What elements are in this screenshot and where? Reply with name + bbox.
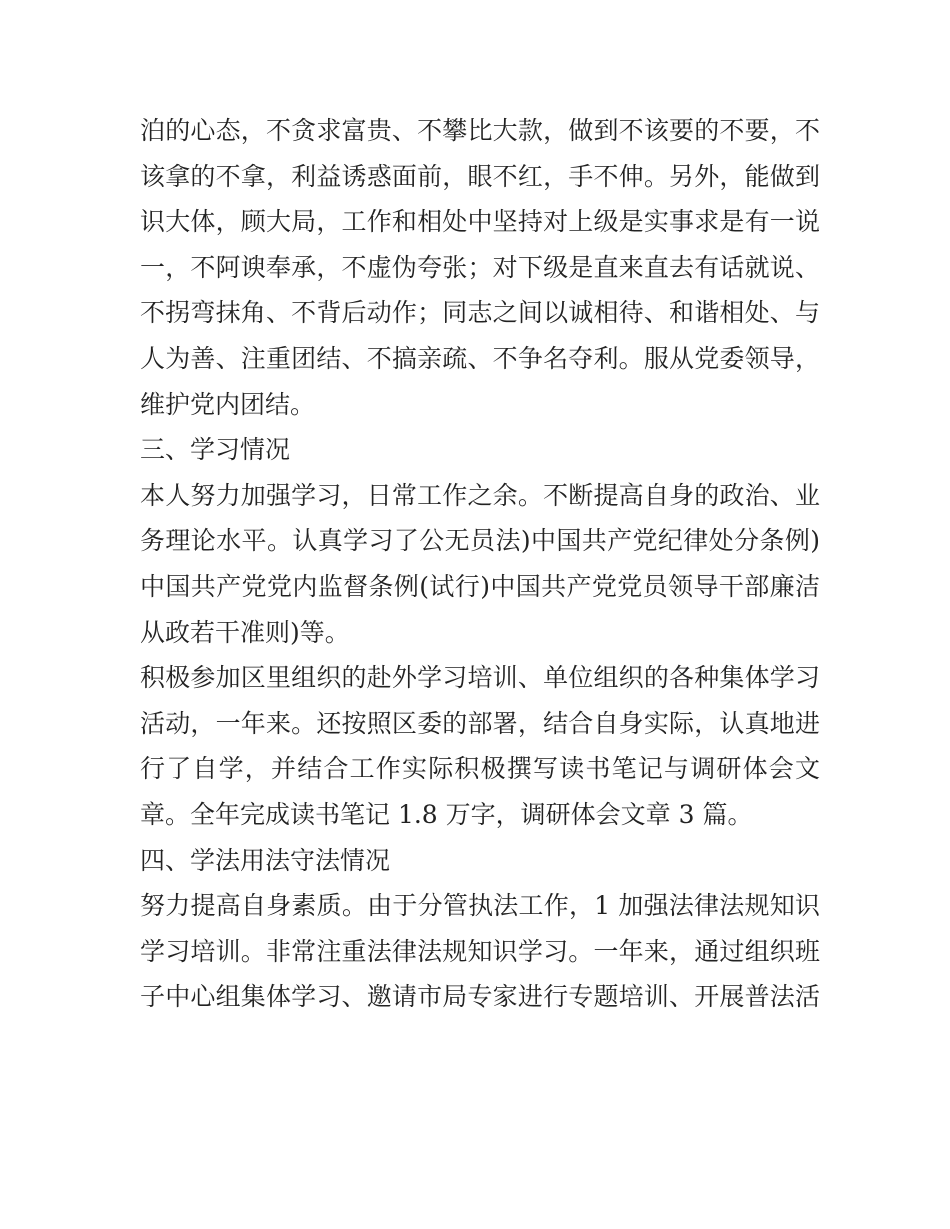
text-line: 努力提高自身素质。由于分管执法工作，1 加强法律法规知识 bbox=[140, 891, 820, 921]
section-heading: 四、学法用法守法情况 bbox=[140, 845, 391, 875]
text-line: 从政若干准则)等。 bbox=[140, 617, 350, 647]
text-line: 行了自学，并结合工作实际积极撰写读书笔记与调研体会文 bbox=[140, 754, 820, 784]
text-line: 人为善、注重团结、不搞亲疏、不争名夺利。服从党委领导， bbox=[140, 343, 820, 373]
section-heading: 三、学习情况 bbox=[140, 435, 291, 465]
text-line: 活动，一年来。还按照区委的部署，结合自身实际，认真地进 bbox=[140, 708, 820, 738]
text-line: 学习培训。非常注重法律法规知识学习。一年来，通过组织班 bbox=[140, 936, 820, 966]
text-line: 中国共产党党内监督条例(试行)中国共产党党员领导干部廉洁 bbox=[140, 571, 820, 601]
text-line: 泊的心态，不贪求富贵、不攀比大款，做到不该要的不要，不 bbox=[140, 116, 820, 145]
text-line: 章。全年完成读书笔记 1.8 万字，调研体会文章 3 篇。 bbox=[140, 799, 753, 829]
text-line: 积极参加区里组织的赴外学习培训、单位组织的各种集体学习 bbox=[140, 663, 820, 693]
text-line: 维护党内团结。 bbox=[140, 389, 316, 419]
text-line: 务理论水平。认真学习了公无员法)中国共产党纪律处分条例) bbox=[140, 526, 820, 556]
text-line: 识大体，顾大局，工作和相处中坚持对上级是实事求是有一说 bbox=[140, 207, 820, 237]
text-line: 一，不阿谀奉承，不虚伪夸张；对下级是直来直去有话就说、 bbox=[140, 252, 820, 282]
text-line: 不拐弯抹角、不背后动作；同志之间以诚相待、和谐相处、与 bbox=[140, 298, 820, 328]
body-text bbox=[140, 108, 820, 1020]
text-line: 本人努力加强学习，日常工作之余。不断提高自身的政治、业 bbox=[140, 480, 820, 510]
text-line: 该拿的不拿，利益诱惑面前，眼不红，手不伸。另外，能做到 bbox=[140, 161, 820, 191]
text-line: 子中心组集体学习、邀请市局专家进行专题培训、开展普法活 bbox=[140, 982, 820, 1012]
